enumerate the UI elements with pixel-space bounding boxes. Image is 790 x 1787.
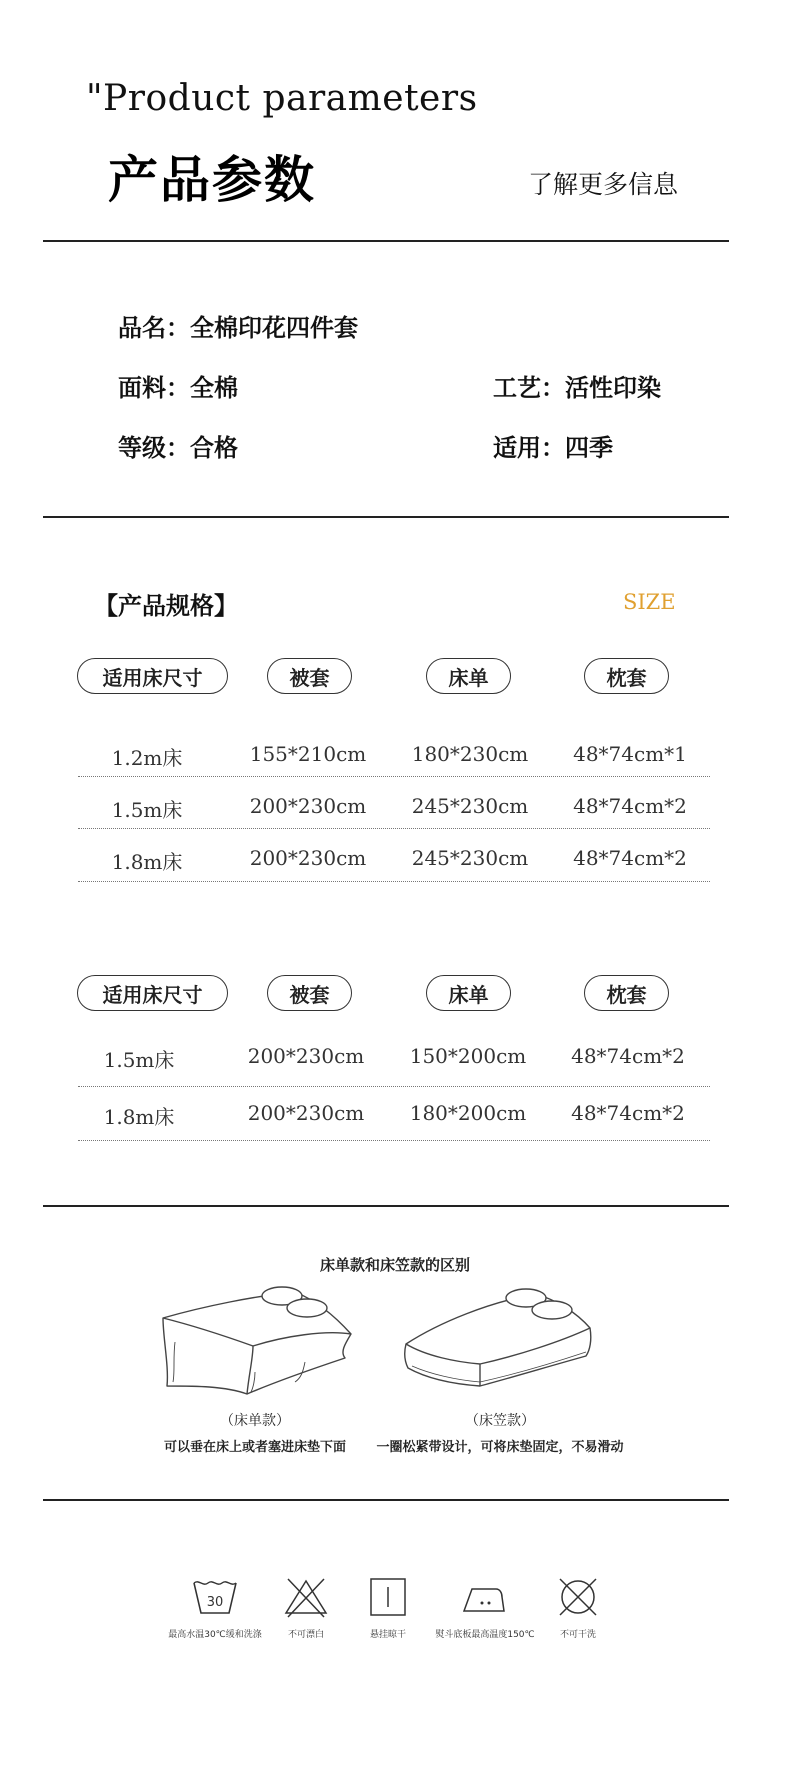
hang-dry-icon (364, 1575, 412, 1619)
care-text-hang-dry: 悬挂晾干 (369, 1630, 406, 1640)
divider (43, 1205, 729, 1207)
care-text-no-dry-clean: 不可干洗 (559, 1630, 596, 1640)
fitted-description: 一圈松紧带设计，可将床垫固定，不易滑动 (376, 1440, 624, 1455)
table-cell: 1.8m床 (103, 1105, 175, 1129)
table-cell: 48*74cm*1 (573, 742, 687, 766)
product-craft: 工艺：活性印染 (493, 374, 661, 402)
table-cell: 150*200cm (409, 1044, 527, 1068)
table-cell: 48*74cm*2 (573, 846, 687, 870)
table-cell: 48*74cm*2 (573, 794, 687, 818)
fitted-label: （床笠款） (465, 1413, 535, 1429)
iron-150-icon (460, 1575, 508, 1619)
table-cell: 200*230cm (249, 846, 367, 870)
no-dry-clean-icon (554, 1575, 602, 1619)
row-divider (78, 881, 710, 882)
row-divider (78, 1140, 710, 1141)
table-cell: 180*230cm (411, 742, 529, 766)
table-cell: 200*230cm (249, 794, 367, 818)
sheet-description: 可以垂在床上或者塞进床垫下面 (163, 1440, 346, 1455)
page-title: 产品参数 (108, 151, 316, 209)
table-cell: 48*74cm*2 (571, 1044, 685, 1068)
table-cell: 1.8m床 (111, 850, 183, 874)
divider (43, 516, 729, 518)
table-cell: 1.5m床 (111, 798, 183, 822)
product-grade: 等级：合格 (118, 434, 238, 462)
header-sheet: 床单 (426, 975, 511, 1011)
care-text-wash: 最高水温30℃缓和洗涤 (168, 1630, 262, 1640)
table-cell: 200*230cm (247, 1044, 365, 1068)
more-info-link[interactable]: 了解更多信息 (528, 170, 679, 199)
care-text-iron: 熨斗底板最高温度150℃ (435, 1630, 535, 1640)
header-bed-size: 适用床尺寸 (77, 658, 228, 694)
table-cell: 1.2m床 (111, 746, 183, 770)
spec-title: 【产品规格】 (94, 592, 238, 620)
size-label: SIZE (623, 590, 676, 614)
fitted-sheet-bed-illustration (400, 1282, 600, 1400)
table-cell: 1.5m床 (103, 1048, 175, 1072)
divider (43, 240, 729, 242)
sheet-label: （床单款） (220, 1413, 290, 1429)
header-duvet: 被套 (267, 975, 352, 1011)
wash-30-icon (191, 1575, 239, 1619)
table-cell: 155*210cm (249, 742, 367, 766)
header-pillowcase: 枕套 (584, 975, 669, 1011)
header-pillowcase: 枕套 (584, 658, 669, 694)
header-sheet: 床单 (426, 658, 511, 694)
table-cell: 245*230cm (411, 846, 529, 870)
table-cell: 200*230cm (247, 1101, 365, 1125)
header-duvet: 被套 (267, 658, 352, 694)
table-cell: 48*74cm*2 (571, 1101, 685, 1125)
care-text-no-bleach: 不可漂白 (287, 1630, 324, 1640)
flat-sheet-bed-illustration (155, 1282, 355, 1400)
no-bleach-icon (282, 1575, 330, 1619)
header-bed-size: 适用床尺寸 (77, 975, 228, 1011)
english-title: "Product parameters (86, 78, 478, 119)
row-divider (78, 1086, 710, 1087)
divider (43, 1499, 729, 1501)
wash-temp-text: 30 (206, 1595, 224, 1610)
product-season: 适用：四季 (493, 434, 613, 462)
table-cell: 180*200cm (409, 1101, 527, 1125)
row-divider (78, 828, 710, 829)
table-cell: 245*230cm (411, 794, 529, 818)
product-fabric: 面料：全棉 (118, 374, 238, 402)
product-name: 品名：全棉印花四件套 (118, 314, 358, 342)
row-divider (78, 776, 710, 777)
difference-title: 床单款和床笠款的区别 (319, 1256, 470, 1274)
